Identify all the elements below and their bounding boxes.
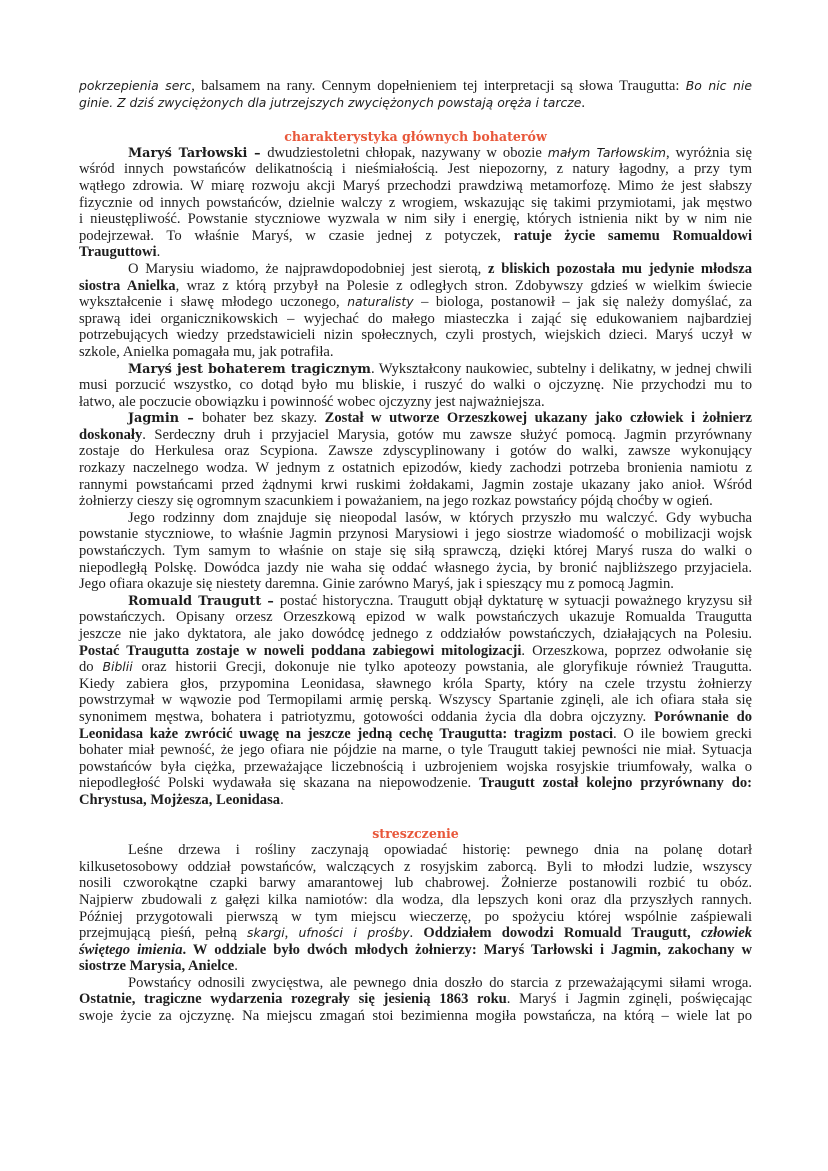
- text-line: [79, 676, 752, 693]
- text-line: [79, 942, 752, 959]
- text-line: [79, 709, 752, 726]
- text-run: , wraz z którą przybył na Polesie z odległych stron. Zdobywszy gdzieś w wielkim świecie: [175, 277, 753, 294]
- italic-text: Biblii: [102, 659, 133, 675]
- text-run: .: [156, 244, 161, 261]
- bold-italic-text: człowiek: [700, 925, 753, 942]
- text-run: nosili czworokątne czapki barwy amarantowej lub chabrowej. Żołnierze postanowili rozbić tu obóz.: [79, 875, 752, 892]
- bold-text: Traugutt został kolejno przyrównany do:: [479, 775, 752, 792]
- spacer: [79, 809, 752, 826]
- text-run: żołnierzy cieszy się ogromnym szacunkiem i poważaniem, na jego rozkaz powstańcy pójdą choćby w ogień.: [79, 493, 713, 510]
- text-run: potrzebujących wiedzy przedstawicieli nizin społecznych, czyli prostych, wiejskich dzieci. Maryś uczył w: [79, 327, 752, 344]
- text-line: [79, 526, 752, 543]
- text-run: musi porzucić wszystko, co dotąd było mu bliskie, i ruszyć do walki o ojczyznę. Nie przychodzi mu to: [79, 377, 752, 394]
- bold-text: Leonidasa każe zwrócić uwagę na jeszcze jedną cechę Traugutta: tragizm postaci: [79, 725, 613, 742]
- text-line: [79, 875, 752, 892]
- text-run: . Wykształcony naukowiec, subtelny i delikatny, w jednej chwili: [370, 360, 752, 377]
- text-run: łatwo, ale poczucie obowiązku i powinność wobec ojczyzny jest najważniejsza.: [79, 393, 545, 410]
- text-line: [79, 195, 752, 212]
- text-run: oraz historii Grecji, dokonuje nie tylko apoteozy powstania, ale gloryfikuje również Traugutta.: [132, 659, 753, 676]
- text-run: . Serdeczny druh i przyjaciel Marysia, gotów mu zawsze służyć pomocą. Jagmin przyrównany: [142, 426, 752, 443]
- text-line: [79, 477, 752, 494]
- bold-text: . W oddziale było dwóch młodych żołnierzy: Maryś Tarłowski i Jagmin, zakochany w: [182, 941, 752, 958]
- text-line: [79, 327, 752, 344]
- text-run: bohater miał pewność, że jego ofiara nie pójdzie na marne, o tyle Traugutt takiej pewności nie miał. Sytuacja: [79, 742, 752, 759]
- text-line: [79, 742, 752, 759]
- text-run: swoje życie za ojczyznę. Na miejscu zmagań stoi bezimienna mogiła powstańcza, na którą – wiele lat po: [79, 1008, 752, 1025]
- text-run: Później przygotowali pierwszą w tym miejscu wieczerzę, po spożyciu której wspólnie zaśpiewali: [79, 908, 752, 925]
- text-run: kilkusetosobowy oddział powstańców, walczących z rosyjskim zaborcą. Byli to młodzi ludzie, wszyscy: [79, 858, 752, 875]
- text-run: ,: [284, 925, 299, 942]
- text-line: [79, 278, 752, 295]
- text-run: fizycznie od innych powstańców, dzielnie walczy z wrogiem, wskazując się takimi przymiotami, jak męstwo: [79, 194, 752, 211]
- bold-text: Ostatnie, tragiczne wydarzenia rozegrały się jesienią 1863 roku: [79, 991, 507, 1008]
- text-run: Najpierw zbudowali z gałęzi kilka namiotów: dla wodza, dla lepszych koni oraz dla przyszłych rannych.: [79, 891, 752, 908]
- text-line: [79, 1008, 752, 1025]
- bold-text: Maryś Tarłowski –: [128, 145, 268, 161]
- text-line: [79, 311, 752, 328]
- text-line: [79, 361, 752, 378]
- italic-text: ufności i prośby: [298, 925, 410, 941]
- text-run: – biologa, postanowił – jak się należy domyślać, za: [413, 294, 752, 311]
- bold-text: Romuald Traugutt –: [128, 593, 280, 609]
- text-run: O Marysiu wiadomo, że najprawdopodobniej jest sierotą,: [128, 260, 489, 277]
- text-run: podejrzewał. To właśnie Maryś, w czasie jednej z potyczek,: [79, 227, 514, 244]
- bold-text: Chrystusa, Mojżesza, Leonidasa: [79, 791, 281, 808]
- text-run: Jego rodzinny dom znajduje się nieopodal lasów, w których przyszło mu walczyć. Gdy wybucha: [128, 509, 752, 526]
- text-line: [79, 560, 752, 577]
- text-run: . Orzeszkowa, poprzez odwołanie się: [521, 642, 752, 659]
- text-run: .: [409, 925, 424, 942]
- bold-text: Trauguttowi: [79, 244, 157, 261]
- section-heading-summary: streszczenie: [372, 826, 459, 842]
- text-line: [79, 244, 752, 261]
- bold-text: Porównanie do: [654, 708, 752, 725]
- paragraph: [79, 842, 752, 975]
- text-run: zostaje do Herkulesa oraz Scypiona. Zawsze zdyscyplinowany i gotów do walki, zawsze wykonujący: [79, 443, 752, 460]
- text-line: [79, 576, 752, 593]
- text-run: , balsamem na rany. Cennym dopełnieniem tej interpretacji są słowa Traugutta:: [191, 78, 686, 94]
- text-run: .: [280, 791, 284, 808]
- text-run: powstrzymał w wąwozie pod Termopilami armię perską. Wszyscy Spartanie zginęli, ale ich ofiara stała się: [79, 692, 752, 709]
- text-line: [79, 344, 752, 361]
- text-line: [79, 95, 752, 112]
- text-run: przejmującą pieśń, pełną: [79, 925, 248, 942]
- text-run: bohater bez skazy.: [202, 410, 325, 427]
- paragraph: [79, 361, 752, 411]
- bold-text: Postać Traugutta zostaje w noweli poddana zabiegowi mitologizacji: [79, 642, 522, 659]
- bold-text: siostra Anielka: [79, 277, 176, 294]
- text-line: [79, 78, 752, 95]
- bold-text: doskonały: [79, 426, 143, 443]
- text-run: sprawą idei organicznikowskich – wyjechać do małego miasteczka i zająć się edukowaniem najbardziej: [79, 310, 752, 327]
- paragraph: [79, 593, 752, 809]
- text-line: [79, 510, 752, 527]
- text-run: powstańczych. Opisany orzesz Orzeszkową epizod w walk powstańczych ukazuje Romualda Traugutta: [79, 609, 752, 626]
- text-run: rozkazy naczelnego wodza. W jednym z ostatnich epizodów, kiedy zachodzi potrzeba bronienia namiotu z: [79, 460, 752, 477]
- text-line: [79, 775, 752, 792]
- text-line: [79, 543, 752, 560]
- text-line: [79, 593, 752, 610]
- text-run: i nieustępliwość. Powstanie styczniowe wyzwala w nim siły i energię, których istnienia nikt by w nim nie: [79, 211, 752, 228]
- text-run: powstańczych. Tym samym to właśnie on staje się siłą sprawczą, dzięki której Maryś rusza do walki o: [79, 543, 752, 560]
- text-line: [79, 842, 752, 859]
- text-run: do: [79, 659, 103, 676]
- document-page: [79, 78, 752, 1025]
- text-run: wykształcenie i sławę młodego uczonego,: [79, 294, 348, 311]
- paragraph: [79, 261, 752, 361]
- text-run: wśród innych powstańców delikatnością i nieśmiałością. Jest niepozorny, z natury łagodny, a przy tym: [79, 161, 752, 178]
- text-run: wątłego zdrowia. W miarę rozwoju akcji Maryś przechodzi prawdziwą metamorfozę. Mimo że jest słabszy: [79, 177, 752, 194]
- text-line: [79, 991, 752, 1008]
- text-line: [79, 161, 752, 178]
- text-run: Leśne drzewa i rośliny zaczynają opowiadać historię: pewnego dnia na polanę dotarł: [128, 842, 752, 859]
- paragraph: [79, 510, 752, 593]
- text-line: [79, 443, 752, 460]
- text-line: [79, 643, 752, 660]
- text-line: [79, 626, 752, 643]
- italic-text: skargi: [247, 925, 285, 941]
- section-summary: [79, 842, 752, 1025]
- paragraph: [79, 975, 752, 1025]
- text-line: [79, 228, 752, 245]
- text-run: , wyróżnia się: [665, 144, 752, 161]
- section-heading-characters: charakterystyka głównych bohaterów: [284, 128, 547, 144]
- text-line: [79, 493, 752, 510]
- text-line: [79, 294, 752, 311]
- bold-text: Został w utworze Orzeszkowej ukazany jako człowiek i żołnierz: [324, 410, 753, 427]
- text-line: [79, 659, 752, 676]
- text-run: . O ile bowiem grecki: [613, 725, 752, 742]
- text-line: [79, 692, 752, 709]
- section-characters: [79, 145, 752, 809]
- text-line: [79, 925, 752, 942]
- bold-text: Oddziałem dowodzi Romuald Traugutt,: [423, 925, 701, 942]
- text-run: jeszcze nie jako dyktatora, ale jako dowódcę jednego z oddziałów powstańczych, działających na Polesiu.: [79, 626, 752, 642]
- text-line: [79, 859, 752, 876]
- bold-text: ratuje życie samemu Romualdowi: [513, 227, 752, 244]
- text-run: niepodległość Polski wydawała się skazana na niepowodzenie.: [79, 775, 480, 792]
- text-line: [79, 394, 752, 411]
- text-line: [79, 909, 752, 926]
- text-line: [79, 726, 752, 743]
- text-run: szkole, Anielka pomagała mu, jak potrafiła.: [79, 343, 334, 360]
- text-run: Powstańcy odnosili zwycięstwa, ale pewnego dnia doszło do starcia z przeważającymi siłami wroga.: [128, 974, 752, 991]
- text-line: [79, 892, 752, 909]
- text-run: synonimem męstwa, bohatera i patriotyzmu, gotowości oddania życia dla dobra ojczyzny.: [79, 708, 655, 725]
- text-run: Kiedy zabiera głos, przypomina Leonidasa, sławnego króla Sparty, który na czele trzystu żołnierzy: [79, 675, 752, 692]
- italic-text: pokrzepienia serc: [79, 78, 192, 93]
- text-run: .: [234, 958, 238, 975]
- text-line: [79, 178, 752, 195]
- italic-text: naturalisty: [347, 294, 414, 310]
- text-run: . Maryś i Jagmin zginęli, poświęcając: [506, 991, 752, 1008]
- italic-text: Bo nic nie: [685, 78, 752, 93]
- text-run: postać historyczna. Traugutt objął dyktaturę w sytuacji poważnego kryzysu sił: [279, 592, 752, 609]
- text-line: [79, 460, 752, 477]
- text-line: [79, 145, 752, 162]
- paragraph: [79, 410, 752, 510]
- bold-text: siostrze Marysia, Anielce: [79, 958, 235, 975]
- text-run: Jego ofiara okazuje się niestety daremna. Ginie zarówno Maryś, jak i spieszący mu z pomocą Jagmin.: [79, 576, 674, 593]
- text-line: [79, 377, 752, 394]
- text-line: [79, 427, 752, 444]
- text-line: [79, 975, 752, 992]
- paragraph: [79, 145, 752, 261]
- bold-text: z bliskich pozostała mu jedynie młodsza: [488, 260, 753, 277]
- intro-paragraph: [79, 78, 752, 111]
- text-run: powstańców była ciężka, przeważające liczebnością i uzbrojeniem wojska rosyjskie triumfowały, walka o: [79, 758, 752, 775]
- text-run: .: [581, 94, 586, 111]
- italic-text: ginie. Z dziś zwyciężonych dla jutrzejszych zwyciężonych powstają oręża i tarcze: [79, 94, 582, 110]
- bold-italic-text: świętego imienia: [79, 941, 183, 958]
- text-line: [79, 211, 752, 228]
- text-line: [79, 759, 752, 776]
- text-line: [79, 792, 752, 809]
- spacer: [79, 111, 752, 128]
- text-run: rannymi powstańcami przed żądnymi krwi ruskimi żołdakami, Jagmin zostaje ukazany jako anioł. Wśród: [79, 476, 752, 493]
- text-line: [79, 261, 752, 278]
- text-line: [79, 958, 752, 975]
- text-line: [79, 410, 752, 427]
- text-run: niepodległą Polskę. Dowódca jazdy nie waha się oddać własnego życia, by bronić najbliższego przyjaciela.: [79, 559, 752, 576]
- bold-text: Maryś jest bohaterem tragicznym: [128, 361, 371, 377]
- text-line: [79, 609, 752, 626]
- text-run: dwudziestoletni chłopak, nazywany w obozie: [267, 144, 548, 161]
- italic-text: małym Tarłowskim: [547, 144, 666, 160]
- text-run: powstanie styczniowe, to właśnie Jagmin przynosi Marysiowi i jego siostrze wiadomość o mobilizacji wojsk: [79, 526, 752, 543]
- bold-text: Jagmin –: [128, 411, 203, 427]
